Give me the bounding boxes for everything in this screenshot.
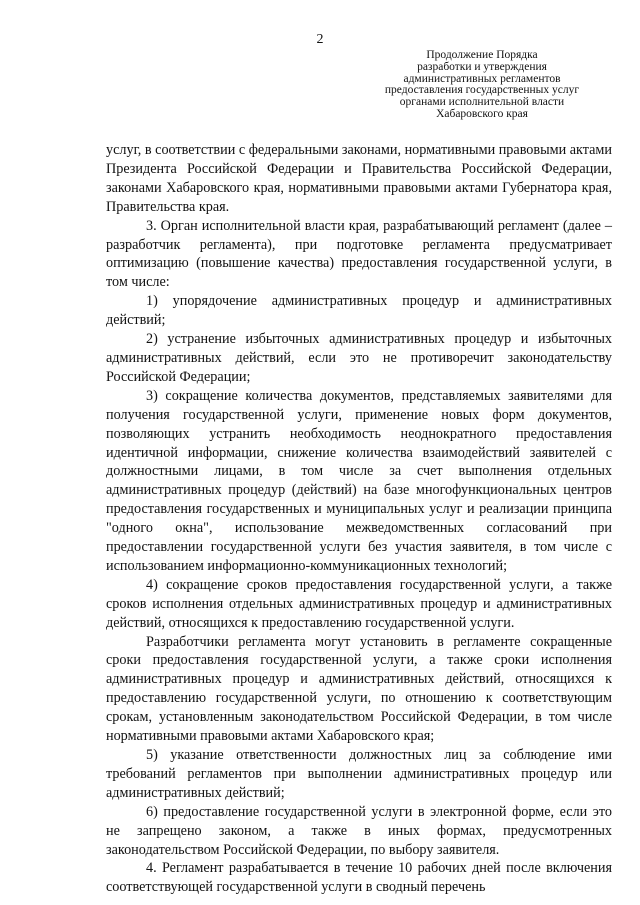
list-item-4: 4) сокращение сроков предоставления государственной услуги, а также сроков исполнения отдельных административных процедур и административных действий, относящихся к предоставлению государственной услуги.	[106, 576, 612, 631]
header-line: Продолжение Порядка	[426, 49, 538, 61]
document-header	[372, 50, 592, 121]
page-number: 2	[316, 32, 324, 47]
paragraph: услуг, в соответствии с федеральными законами, нормативными правовыми актами Президента Российской Федерации и Правительства Российской Федерации, законами Хабаровского края, нормативными правовыми актами Губернатора края, Правительства края.	[106, 142, 612, 215]
header-line: Хабаровского края	[436, 107, 528, 120]
list-item-2: 2) устранение избыточных административных процедур и избыточных административных действий, если это не противоречит законодательству Российской Федерации;	[106, 331, 612, 385]
list-item-3: 3) сокращение количества документов, представляемых заявителями для получения государственной услуги, применение новых форм документов, позволяющих устранить необходимость неоднократного предоставления идентичной информации, снижение количества взаимодействий заявителей с должностными лицами, в том числе за счет выполнения отдельных административных процедур (действий) на базе многофункциональных центров предоставления государственных и муниципальных услуг и реализации принципа "одного окна", использование межведомственных согласований при предоставлении государственной услуги без участия заявителя, в том числе с использованием информационно-коммуникационных технологий;	[106, 387, 612, 574]
paragraph: Разработчики регламента могут установить в регламенте сокращенные сроки предоставления государственной услуги, а также сроки исполнения административных процедур и административных действий, относящихся к предоставлению государственной услуги, по отношению к соответствующим срокам, установленным законодательством Российской Федерации, в том числе нормативными правовыми актами Хабаровского края;	[106, 633, 612, 745]
header-line: разработки и утверждения	[417, 60, 547, 73]
header-line: административных регламентов	[403, 72, 561, 85]
list-item-1: 1) упорядочение административных процедур и административных действий;	[106, 293, 612, 329]
list-item-6: 6) предоставление государственной услуги в электронной форме, если это не запрещено законом, а также в иных формах, предусмотренных законодательством Российской Федерации, по выбору заявителя.	[106, 803, 612, 858]
header-line: предоставления государственных услуг	[384, 84, 580, 97]
paragraph-item-3: 3. Орган исполнительной власти края, разрабатывающий регламент (далее – разработчик регламента), при подготовке регламента предусматривает оптимизацию (повышение качества) предоставления государственной услуги, в том числе:	[106, 217, 612, 291]
paragraph-item-4: 4. Регламент разрабатывается в течение 10 рабочих дней после включения соответствующей государственной услуги в сводный перечень	[106, 860, 612, 896]
list-item-5: 5) указание ответственности должностных лиц за соблюдение ими требований регламентов при выполнении административных процедур или административных действий;	[106, 747, 612, 801]
header-line: органами исполнительной власти	[399, 96, 565, 109]
document-body	[106, 141, 612, 897]
